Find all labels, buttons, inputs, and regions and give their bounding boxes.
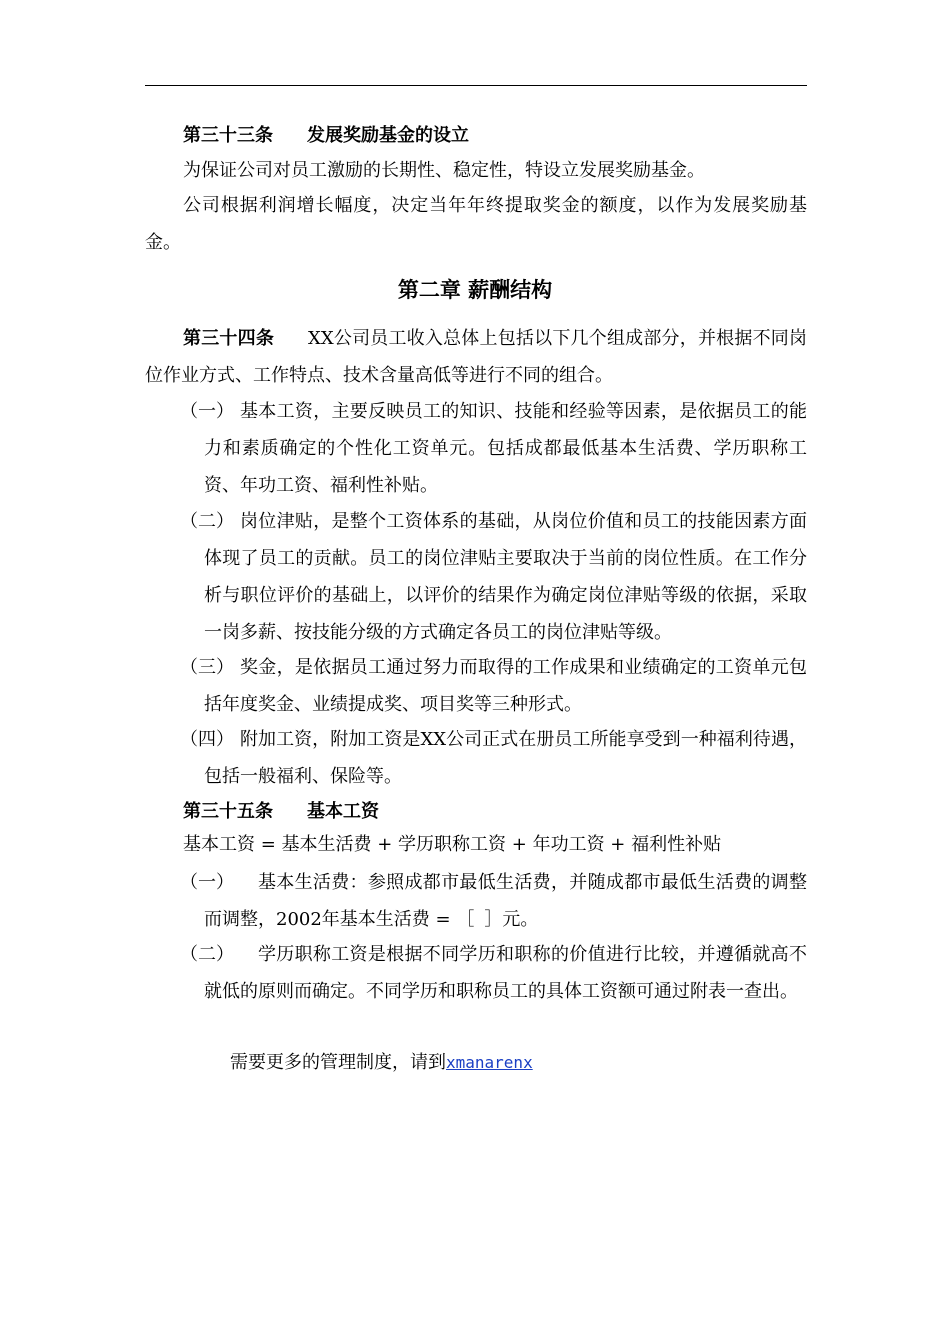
- article-34-item-4: [180, 721, 807, 795]
- article-34-label: 第三十四条: [183, 328, 275, 349]
- item-number: （一）: [180, 401, 234, 422]
- item-number: （四）: [180, 729, 234, 750]
- item-number: （二）: [180, 511, 234, 532]
- item-text: 奖金，是依据员工通过努力而取得的工作成果和业绩确定的工资单元包括年度奖金、业绩提成奖、项目奖等三种形式。: [204, 657, 807, 715]
- salary-formula: 基本工资 = 基本生活费 + 学历职称工资 + 年功工资 + 福利性补贴: [183, 834, 722, 855]
- item-text: 基本生活费：参照成都市最低生活费，并随成都市最低生活费的调整而调整，2002年基本生活费 =: [204, 872, 807, 930]
- article-33-paragraph-1: 为保证公司对员工激励的长期性、稳定性，特设立发展奖励基金。: [183, 160, 705, 181]
- article-34-item-2: [180, 503, 807, 651]
- article-33-title: 发展奖励基金的设立: [307, 125, 469, 146]
- article-35-label: 第三十五条: [183, 801, 273, 822]
- article-35-item-1: [180, 864, 807, 938]
- item-number: （三）: [180, 657, 234, 678]
- bracket-open: ［: [456, 909, 475, 930]
- article-34-text: XX公司员工收入总体上包括以下几个组成部分，并根据不同岗位作业方式、工作特点、技术含量高低等进行不同的组合。: [145, 328, 807, 386]
- item-text: 岗位津贴，是整个工资体系的基础，从岗位价值和员工的技能因素方面体现了员工的贡献。员工的岗位津贴主要取决于当前的岗位性质。在工作分析与职位评价的基础上，以评价的结果作为确定岗位津贴等级的依据，采取一岗多薪、按技能分级的方式确定各员工的岗位津贴等级。: [204, 511, 807, 643]
- article-34-paragraph: [145, 321, 807, 394]
- header-rule: [145, 85, 807, 86]
- footer-note: [230, 1045, 533, 1082]
- item-text-after: 元。: [502, 909, 539, 930]
- footer-text: 需要更多的管理制度，请到: [230, 1052, 446, 1073]
- article-35-title: 基本工资: [307, 801, 379, 822]
- article-33-label: 第三十三条: [183, 125, 273, 146]
- bracket-close: ］: [484, 909, 503, 930]
- item-text: 基本工资，主要反映员工的知识、技能和经验等因素，是依据员工的能力和素质确定的个性化工资单元。包括成都最低基本生活费、学历职称工资、年功工资、福利性补贴。: [204, 401, 807, 496]
- item-number: （二）: [180, 944, 234, 965]
- article-34-item-1: [180, 393, 807, 504]
- article-35-item-2: [180, 936, 807, 1010]
- item-number: （一）: [180, 872, 234, 893]
- item-text: 学历职称工资是根据不同学历和职称的价值进行比较，并遵循就高不就低的原则而确定。不同学历和职称员工的具体工资额可通过附表一查出。: [204, 944, 807, 1002]
- article-33-heading: [183, 118, 469, 155]
- article-35-heading: [183, 794, 379, 831]
- item-text: 附加工资，附加工资是XX公司正式在册员工所能享受到一种福利待遇，包括一般福利、保险等。: [204, 729, 807, 787]
- footer-link[interactable]: xmanarenx: [446, 1053, 533, 1072]
- article-34-item-3: [180, 649, 807, 723]
- chapter-heading: 第二章 薪酬结构: [397, 278, 553, 302]
- article-33-paragraph-2: 公司根据利润增长幅度，决定当年年终提取奖金的额度，以作为发展奖励基金。: [145, 195, 807, 253]
